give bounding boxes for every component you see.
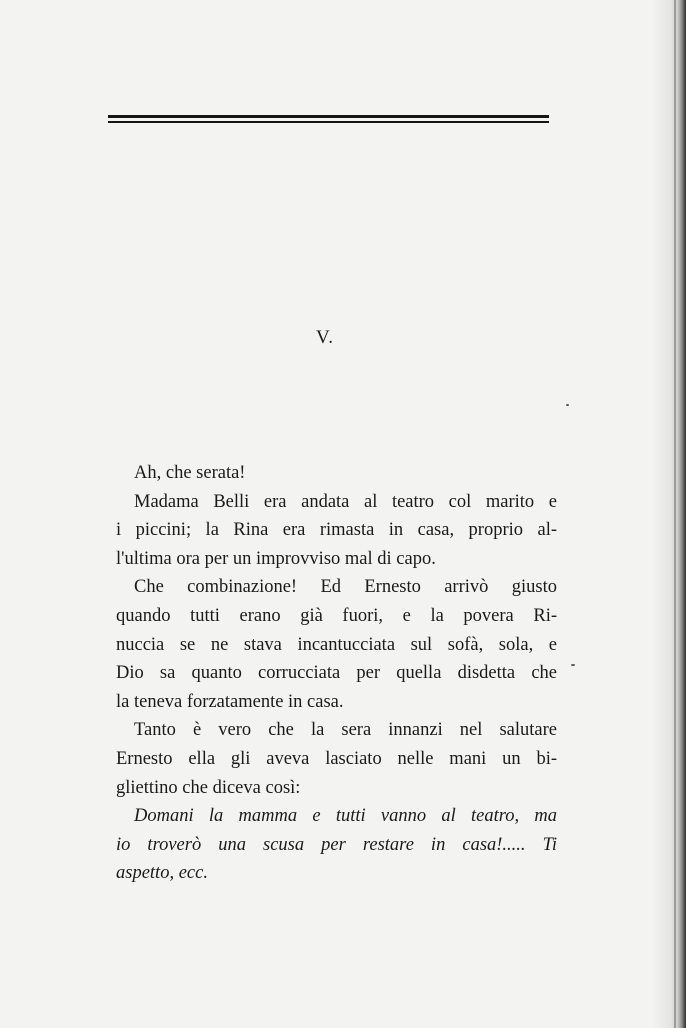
top-rule-thin — [108, 121, 549, 123]
text-line: Madama Belli era andata al teatro col marito e — [134, 491, 557, 512]
paper-speck — [566, 404, 569, 406]
text-line: gliettino che diceva così: — [116, 777, 301, 798]
text-line: la teneva forzatamente in casa. — [116, 691, 344, 712]
text-line: Ernesto ella gli aveva lasciato nelle mani un bi- — [116, 748, 557, 769]
text-line-italic: aspetto, ecc. — [116, 863, 208, 884]
text-line-italic: Domani la mamma e tutti vanno al teatro, ma — [134, 806, 557, 827]
page-edge-line — [674, 0, 676, 1028]
chapter-heading: V. — [315, 327, 335, 348]
page-edge-shadow — [652, 0, 686, 1028]
top-rule-thick — [108, 115, 549, 118]
text-line-italic: io troverò una scusa per restare in casa!..... Ti — [116, 834, 557, 855]
text-line: i piccini; la Rina era rimasta in casa, proprio al- — [116, 520, 557, 541]
body-text — [116, 459, 557, 888]
text-line: quando tutti erano già fuori, e la povera Ri- — [116, 605, 557, 626]
text-line: Che combinazione! Ed Ernesto arrivò giusto — [134, 577, 557, 598]
text-line: l'ultima ora per un improvviso mal di capo. — [116, 548, 436, 569]
paper-speck — [571, 664, 575, 666]
text-line: Ah, che serata! — [134, 463, 246, 483]
text-line: Tanto è vero che la sera innanzi nel salutare — [134, 720, 557, 741]
text-line: Dio sa quanto corrucciata per quella disdetta che — [116, 663, 557, 684]
text-line: nuccia se ne stava incantucciata sul sofà, sola, e — [116, 634, 557, 655]
